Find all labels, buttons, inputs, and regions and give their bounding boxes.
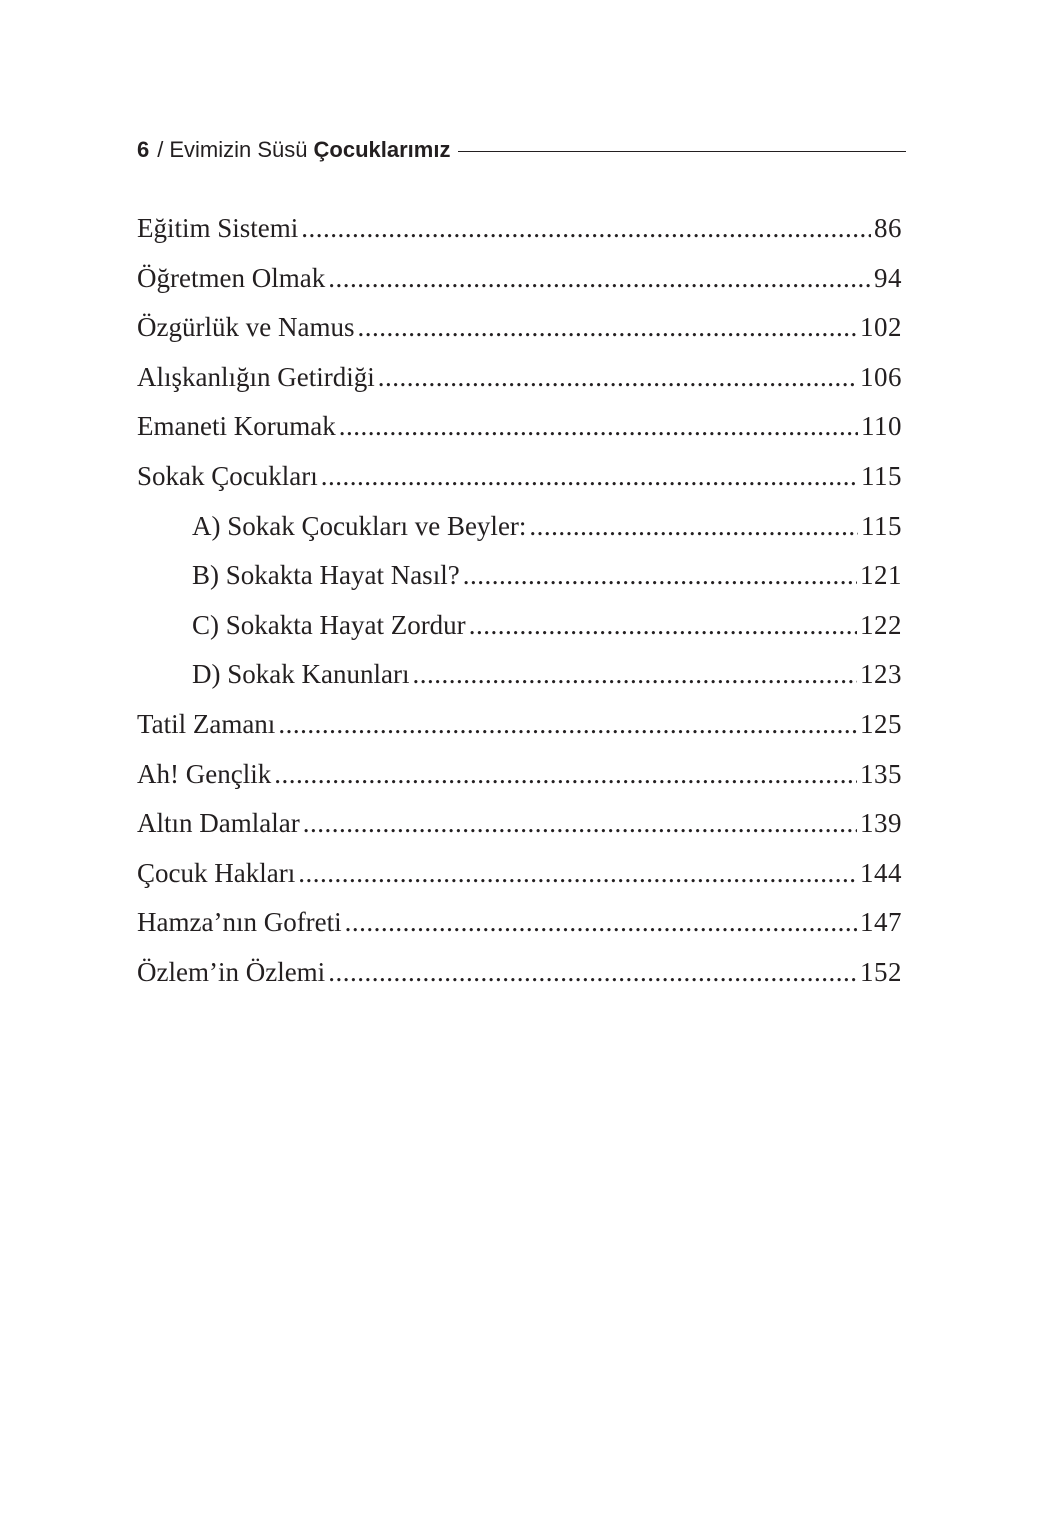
toc-entry-page: 125 [860,708,902,739]
toc-entry-page: 94 [874,262,902,293]
page-number: 6 [137,137,150,162]
header-rule [458,151,906,152]
toc-entry[interactable] [137,303,902,353]
book-title-bold: Çocuklarımız [313,137,451,162]
toc-entry-page: 106 [860,361,902,392]
toc-entry-page: 102 [860,312,902,343]
toc-subentry[interactable] [137,502,902,552]
toc-entry[interactable] [137,750,902,800]
toc-entry-title: Altın Damlalar [137,808,300,839]
toc-entry-page: 123 [860,659,902,690]
toc-entry-page: 139 [860,808,902,839]
toc-entry-title: Hamza’nın Gofreti [137,907,342,938]
dot-leader [301,204,871,254]
toc-entry-page: 152 [860,956,902,987]
toc-entry[interactable] [137,353,902,403]
dot-leader [328,948,857,998]
toc-entry-page: 122 [860,609,902,640]
toc-entry-page: 135 [860,758,902,789]
toc-entry-title: Eğitim Sistemi [137,213,299,243]
dot-leader [378,353,857,403]
toc-entry[interactable] [137,948,902,998]
toc-subentry[interactable] [137,650,902,700]
toc-entry-title: Özlem’in Özlemi [137,956,326,987]
toc-entry[interactable] [137,204,902,254]
toc-subentry[interactable] [137,551,902,601]
dot-leader [328,254,871,304]
toc-entry[interactable] [137,402,902,452]
book-title-regular: Evimizin Süsü [169,137,308,162]
toc-entry-title: Özgürlük ve Namus [137,312,355,343]
dot-leader [463,551,857,601]
dot-leader [321,452,858,502]
dot-leader [412,650,857,700]
toc-entry-title: B) Sokakta Hayat Nasıl? [192,560,460,591]
toc-entry-title: Emaneti Korumak [137,411,336,442]
toc-entry[interactable] [137,849,902,899]
toc-entry-title: Ah! Gençlik [137,758,272,789]
dot-leader [339,402,858,452]
toc-entry-title: Öğretmen Olmak [137,262,326,293]
toc-entry-title: Tatil Zamanı [137,708,276,739]
header-separator: / [157,137,164,162]
dot-leader [303,799,857,849]
toc-entry-page: 147 [860,907,902,938]
toc-entry[interactable] [137,452,902,502]
toc-subentry[interactable] [137,601,902,651]
dot-leader [345,898,857,948]
dot-leader [529,502,858,552]
toc-entry-title: C) Sokakta Hayat Zordur [192,609,466,640]
dot-leader [357,303,857,353]
toc-entry-page: 110 [861,411,902,442]
toc-entry-page: 115 [861,510,902,541]
toc-entry-title: Çocuk Hakları [137,857,296,888]
dot-leader [278,700,857,750]
toc-entry-page: 121 [860,560,902,591]
toc-entry-page: 86 [874,213,902,243]
toc-entry-title: Alışkanlığın Getirdiği [137,361,375,392]
toc-entry-page: 115 [861,460,902,491]
toc-entry-title: Sokak Çocukları [137,460,318,491]
dot-leader [298,849,857,899]
toc-entry[interactable] [137,254,902,304]
table-of-contents [137,204,902,998]
toc-entry-title: A) Sokak Çocukları ve Beyler: [192,510,527,541]
running-header [137,130,906,170]
toc-entry[interactable] [137,799,902,849]
dot-leader [469,601,857,651]
toc-entry[interactable] [137,700,902,750]
toc-entry-title: D) Sokak Kanunları [192,659,410,690]
toc-entry[interactable] [137,898,902,948]
dot-leader [274,750,857,800]
toc-entry-page: 144 [860,857,902,888]
